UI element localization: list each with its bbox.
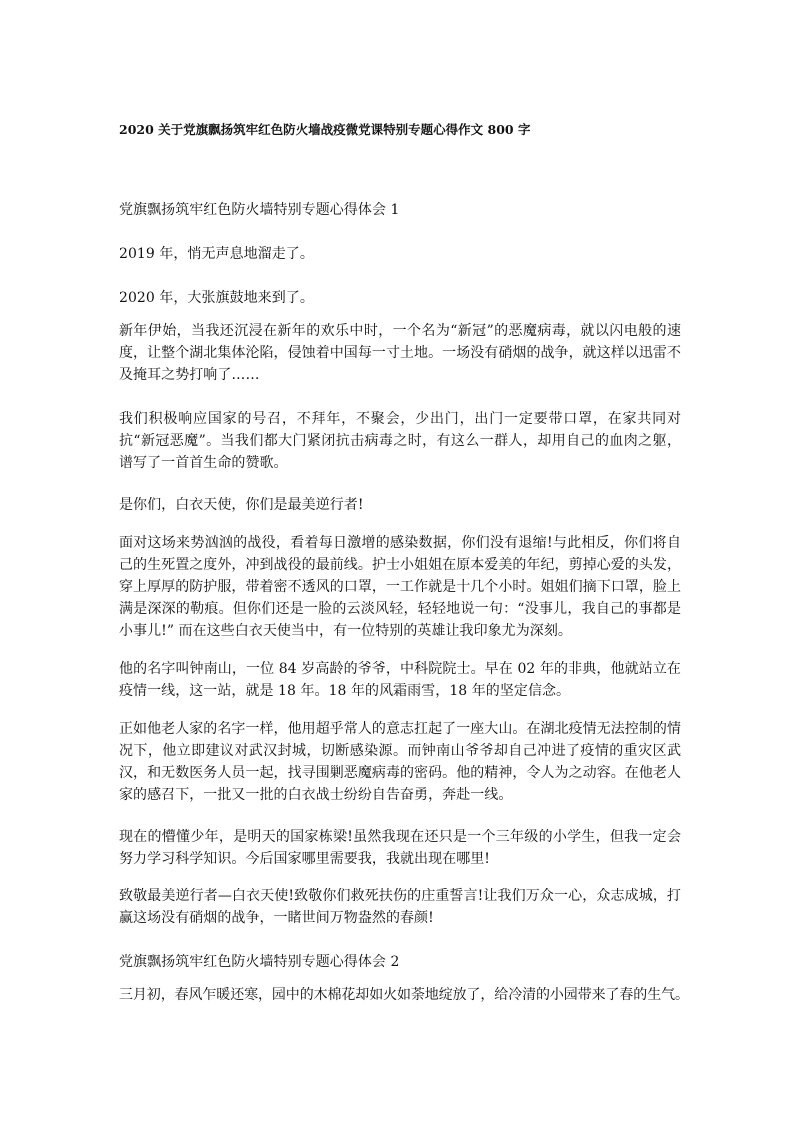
paragraph: 三月初，春风乍暖还寒，园中的木棉花却如火如荼地绽放了，给冷清的小园带来了春的生气。 <box>119 987 689 1003</box>
paragraph: 我们积极响应国家的号召，不拜年，不聚会，少出门，出门一定要带口罩，在家共同对抗“新冠恶魔”。当我们都大门紧闭抗击病毒之时，有这么一群人，却用自己的血肉之躯，谱写了一首首生命的赞歌。 <box>119 411 681 471</box>
paragraph: 2019 年，悄无声息地溜走了。 <box>119 246 314 262</box>
paragraph: 他的名字叫钟南山，一位 84 岁高龄的爷爷，中科院院士。早在 02 年的非典，他就站立在疫情一线，这一站，就是 18 年。18 年的风霜雨雪，18 年的坚定信念。 <box>119 661 681 699</box>
paragraph: 正如他老人家的名字一样，他用超乎常人的意志扛起了一座大山。在湖北疫情无法控制的情况下，他立即建议对武汉封城，切断感染源。而钟南山爷爷却自己冲进了疫情的重灾区武汉，和无数医务人员一起，找寻围剿恶魔病毒的密码。他的精神，令人为之动容。在他老人家的感召下，一批又一批的白衣战士纷纷自告奋勇，奔赴一线。 <box>119 721 681 803</box>
paragraph: 2020 年，大张旗鼓地来到了。 <box>119 290 314 306</box>
paragraph: 致敬最美逆行者—白衣天使!致敬你们救死扶伤的庄重誓言!让我们万众一心，众志成城，打赢这场没有硝烟的战争，一睹世间万物盎然的春颜! <box>119 888 681 926</box>
paragraph: 面对这场来势汹汹的战役，看着每日激增的感染数据，你们没有退缩!与此相反，你们将自己的生死置之度外，冲到战役的最前线。护士小姐姐在原本爱美的年纪，剪掉心爱的头发，穿上厚厚的防护服，带着密不透风的口罩，一工作就是十几个小时。姐姐们摘下口罩，脸上满是深深的勒痕。但你们还是一脸的云淡风轻，轻轻地说一句：“没事儿，我自己的事都是小事儿!” 而在这些白衣天使当中，有一位特别的英雄让我印象尤为深刻。 <box>119 535 681 639</box>
section-heading-2: 党旗飘扬筑牢红色防火墙特别专题心得体会 2 <box>119 954 400 970</box>
document-title: 2020 关于党旗飘扬筑牢红色防火墙战疫微党课特别专题心得作文 800 字 <box>119 122 531 137</box>
section-heading-1: 党旗飘扬筑牢红色防火墙特别专题心得体会 1 <box>119 202 400 218</box>
paragraph: 现在的懵懂少年，是明天的国家栋梁!虽然我现在还只是一个三年级的小学生，但我一定会努力学习科学知识。今后国家哪里需要我，我就出现在哪里! <box>119 829 681 867</box>
paragraph: 是你们，白衣天使，你们是最美逆行者! <box>119 497 364 513</box>
paragraph: 新年伊始，当我还沉浸在新年的欢乐中时，一个名为“新冠”的恶魔病毒，就以闪电般的速度，让整个湖北集体沦陷，侵蚀着中国每一寸土地。一场没有硝烟的战争，就这样以迅雷不及掩耳之势打响了…… <box>119 323 681 383</box>
